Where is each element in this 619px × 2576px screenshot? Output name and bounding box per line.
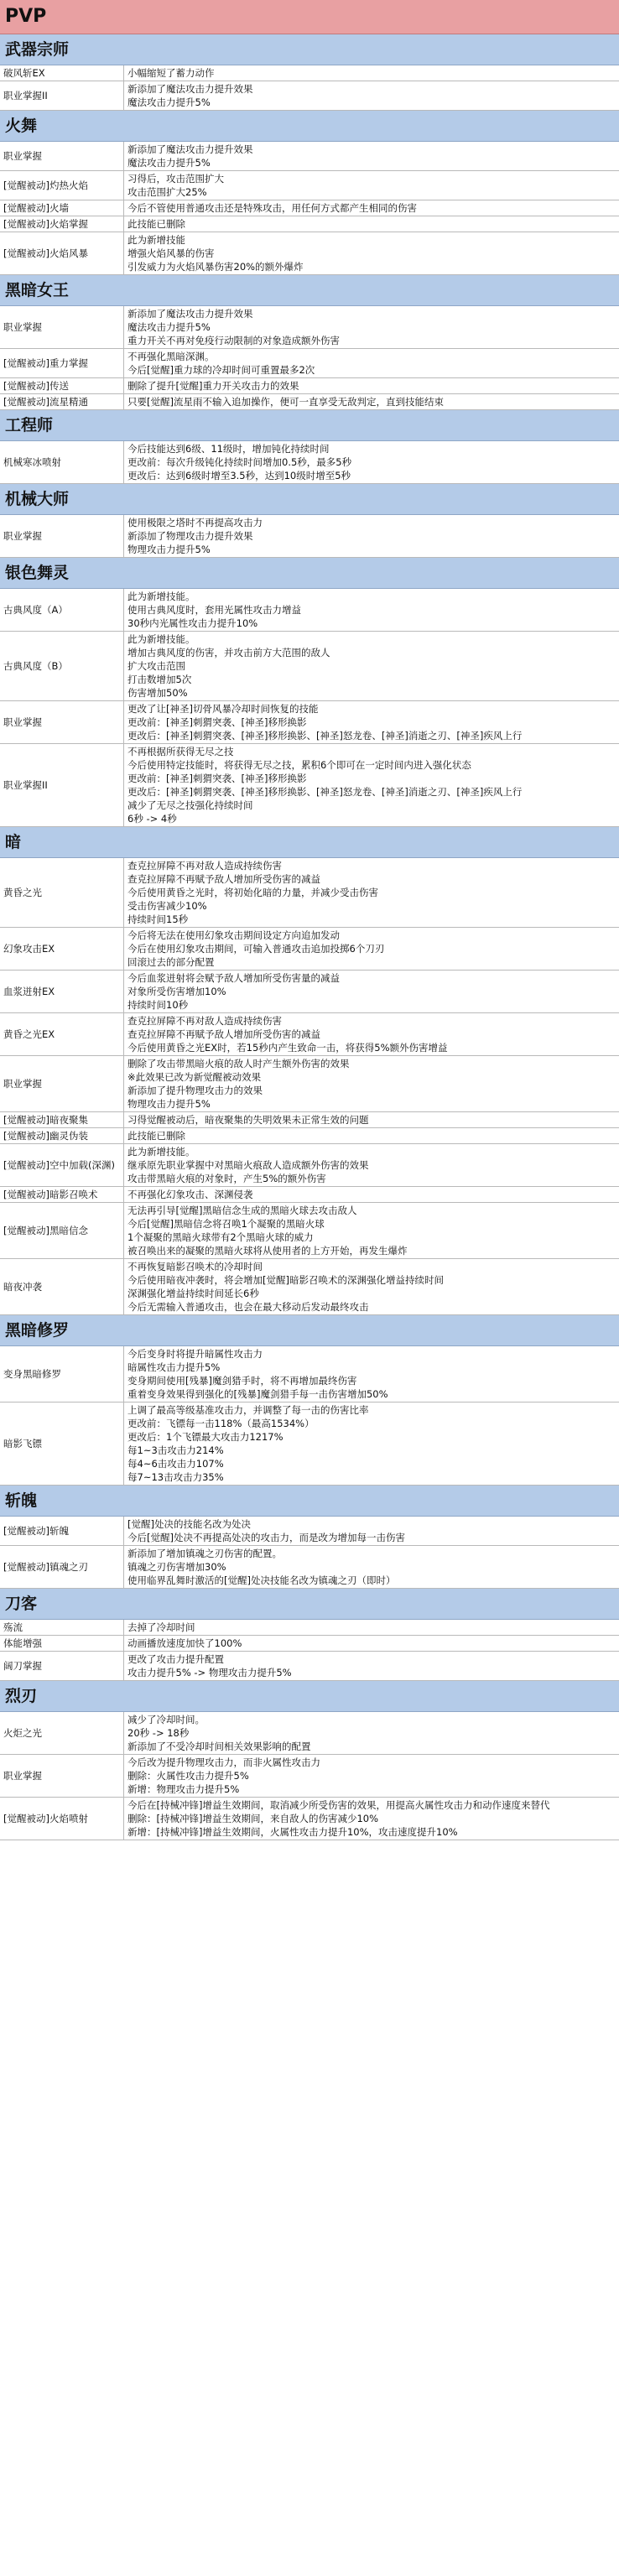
section-header: 工程师 <box>0 410 619 441</box>
description-line: 更改前：每次升级钝化持续时间增加0.5秒，最多5秒 <box>127 456 352 468</box>
skill-name: [觉醒被动]暗夜聚集 <box>0 1112 124 1127</box>
description-line: 此为新增技能。 <box>127 591 195 602</box>
skill-name: 阔刀掌握 <box>0 1652 124 1680</box>
description-line: 攻击力提升5% -> 物理攻击力提升5% <box>127 1667 292 1678</box>
skill-description <box>124 701 619 743</box>
description-line: 查克拉屏障不再赋予敌人增加所受伤害的减益 <box>127 873 320 885</box>
description-line: 只要[觉醒]流星雨不输入追加操作，便可一直享受无敌判定，直到技能结束 <box>127 396 444 408</box>
description-line: 今后使用特定技能时，将获得无尽之技，累积6个即可在一定时间内进入强化状态 <box>127 759 471 771</box>
table-row <box>0 171 619 200</box>
skill-name: 黄昏之光EX <box>0 1013 124 1055</box>
section-header: 刀客 <box>0 1589 619 1620</box>
table-row <box>0 81 619 111</box>
skill-name: 职业掌握 <box>0 515 124 557</box>
description-line: 受击伤害减少10% <box>127 900 207 912</box>
skill-name: 体能增强 <box>0 1636 124 1651</box>
table-row <box>0 858 619 928</box>
description-line: 此技能已删除 <box>127 1130 185 1142</box>
description-line: 新添加了增加镇魂之刃伤害的配置。 <box>127 1548 282 1559</box>
description-line: 持续时间10秒 <box>127 999 189 1011</box>
description-line: 引发威力为火焰风暴伤害20%的额外爆炸 <box>127 261 304 273</box>
description-line: 伤害增加50% <box>127 687 188 699</box>
description-line: 删除了提升[觉醒]重力开关攻击力的效果 <box>127 380 299 392</box>
section-header: 机械大师 <box>0 484 619 515</box>
skill-description <box>124 378 619 393</box>
skill-name: [觉醒被动]黑暗信念 <box>0 1203 124 1258</box>
skill-description <box>124 1755 619 1797</box>
description-line: 20秒 -> 18秒 <box>127 1727 190 1739</box>
skill-description <box>124 306 619 348</box>
skill-description <box>124 1144 619 1186</box>
section-header: 银色舞灵 <box>0 558 619 589</box>
skill-description <box>124 171 619 200</box>
description-line: 更改后：[神圣]刺猬突袭、[神圣]移形换影、[神圣]怒龙卷、[神圣]消逝之刃、[神圣]疾风上行 <box>127 730 523 742</box>
skill-name: [觉醒被动]火焰风暴 <box>0 232 124 274</box>
table-row <box>0 1712 619 1755</box>
description-line: 使用古典风度时，套用光属性攻击力增益 <box>127 604 301 616</box>
skill-name: 职业掌握II <box>0 744 124 826</box>
description-line: 今后使用暗夜冲袭时，将会增加[觉醒]暗影召唤术的深渊强化增益持续时间 <box>127 1274 444 1286</box>
table-row <box>0 1056 619 1112</box>
skill-name: 变身黑暗修罗 <box>0 1346 124 1402</box>
description-line: 持续时间15秒 <box>127 913 189 925</box>
description-line: 习得觉醒被动后，暗夜聚集的失明效果未正常生效的问题 <box>127 1114 369 1126</box>
skill-name: [觉醒被动]暗影召唤术 <box>0 1187 124 1202</box>
table-row <box>0 1517 619 1546</box>
description-line: 更改后：[神圣]刺猬突袭、[神圣]移形换影、[神圣]怒龙卷、[神圣]消逝之刃、[神圣]疾风上行 <box>127 786 523 798</box>
table-row <box>0 1755 619 1798</box>
skill-description <box>124 744 619 826</box>
skill-description <box>124 1546 619 1588</box>
table-row <box>0 378 619 394</box>
description-line: 重力开关不再对免疫行动限制的对象造成额外伤害 <box>127 335 340 346</box>
description-line: 不再恢复暗影召唤术的冷却时间 <box>127 1261 263 1272</box>
skill-name: 职业掌握 <box>0 142 124 170</box>
description-line: 物理攻击力提升5% <box>127 1098 211 1110</box>
skill-name: 职业掌握 <box>0 701 124 743</box>
description-line: 1个凝聚的黑暗火球带有2个黑暗火球的威力 <box>127 1231 314 1243</box>
description-line: 此技能已删除 <box>127 218 185 230</box>
skill-name: 暗夜冲袭 <box>0 1259 124 1314</box>
skill-description <box>124 1128 619 1143</box>
description-line: 更改前：[神圣]刺猬突袭、[神圣]移形换影 <box>127 716 307 728</box>
skill-name: [觉醒被动]传送 <box>0 378 124 393</box>
description-line: 镇魂之刃伤害增加30% <box>127 1561 226 1573</box>
description-line: [觉醒]处决的技能名改为处决 <box>127 1518 251 1530</box>
table-row <box>0 589 619 632</box>
skill-description <box>124 1712 619 1754</box>
description-line: 今后无需输入普通攻击，也会在最大移动后发动最终攻击 <box>127 1301 369 1313</box>
section-header: 武器宗师 <box>0 34 619 65</box>
description-line: 动画播放速度加快了100% <box>127 1637 242 1649</box>
description-line: 查克拉屏障不再赋予敌人增加所受伤害的减益 <box>127 1028 320 1040</box>
description-line: 上调了最高等级基准攻击力，并调整了每一击的伤害比率 <box>127 1404 369 1416</box>
description-line: 不再根据所获得无尽之技 <box>127 746 234 757</box>
description-line: 增加古典风度的伤害，并攻击前方大范围的敌人 <box>127 647 330 658</box>
description-line: 查克拉屏障不再对敌人造成持续伤害 <box>127 860 282 872</box>
skill-description <box>124 441 619 483</box>
description-line: 删除：[持械冲锋]增益生效期间，来自敌人的伤害减少10% <box>127 1813 379 1824</box>
description-line: 今后使用黄昏之光时，将初始化暗的力量，并减少受击伤害 <box>127 887 378 898</box>
description-line: 新添加了物理攻击力提升效果 <box>127 530 253 542</box>
description-line: 物理攻击力提升5% <box>127 544 211 555</box>
description-line: 今后使用黄昏之光EX时，若15秒内产生致命一击，将获得5%额外伤害增益 <box>127 1042 448 1054</box>
description-line: 魔法攻击力提升5% <box>127 96 211 108</box>
description-line: 30秒内光属性攻击力提升10% <box>127 617 258 629</box>
description-line: 新添加了魔法攻击力提升效果 <box>127 83 253 95</box>
table-row <box>0 1259 619 1315</box>
description-line: 今后将无法在使用幻象攻击期间设定方向追加发动 <box>127 929 340 941</box>
skill-name: 火炬之光 <box>0 1712 124 1754</box>
table-row <box>0 1203 619 1259</box>
skill-name: [觉醒被动]灼热火焰 <box>0 171 124 200</box>
table-row <box>0 928 619 971</box>
table-row <box>0 1128 619 1144</box>
skill-name: [觉醒被动]镇魂之刃 <box>0 1546 124 1588</box>
skill-description <box>124 515 619 557</box>
skill-name: 机械寒冰喷射 <box>0 441 124 483</box>
skill-name: [觉醒被动]火焰掌握 <box>0 216 124 232</box>
description-line: 今后技能达到6级、11级时，增加钝化持续时间 <box>127 443 330 455</box>
description-line: 新添加了魔法攻击力提升效果 <box>127 308 253 320</box>
skill-name: 幻象攻击EX <box>0 928 124 970</box>
skill-description <box>124 1346 619 1402</box>
skill-description <box>124 216 619 232</box>
skill-name: 职业掌握 <box>0 1755 124 1797</box>
skill-description <box>124 632 619 700</box>
skill-name: 暗影飞镖 <box>0 1402 124 1485</box>
skill-description <box>124 1056 619 1111</box>
description-line: 删除：火属性攻击力提升5% <box>127 1770 249 1782</box>
skill-description <box>124 142 619 170</box>
skill-description <box>124 1517 619 1545</box>
description-line: 今后改为提升物理攻击力，而非火属性攻击力 <box>127 1756 320 1768</box>
section-header: 黑暗修罗 <box>0 1315 619 1346</box>
table-row <box>0 1112 619 1128</box>
table-row <box>0 65 619 81</box>
description-line: 查克拉屏障不再对敌人造成持续伤害 <box>127 1015 282 1027</box>
skill-description <box>124 232 619 274</box>
table-row <box>0 1144 619 1187</box>
table-row <box>0 1546 619 1589</box>
description-line: 每4~6击攻击力107% <box>127 1458 224 1470</box>
table-row <box>0 349 619 378</box>
skill-name: [觉醒被动]斩魄 <box>0 1517 124 1545</box>
table-row <box>0 306 619 349</box>
skill-name: 职业掌握 <box>0 1056 124 1111</box>
skill-name: [觉醒被动]空中加载(深渊) <box>0 1144 124 1186</box>
skill-description <box>124 1013 619 1055</box>
description-line: 无法再引导[觉醒]黑暗信念生成的黑暗火球去攻击敌人 <box>127 1205 357 1216</box>
section-header: 火舞 <box>0 111 619 142</box>
description-line: 删除了攻击带黑暗火痕的敌人时产生额外伤害的效果 <box>127 1058 350 1069</box>
description-line: 今后在使用幻象攻击期间，可输入普通攻击追加投掷6个刀刃 <box>127 943 385 955</box>
table-row <box>0 232 619 275</box>
table-row <box>0 142 619 171</box>
skill-description <box>124 1652 619 1680</box>
description-line: 更改前：[神圣]刺猬突袭、[神圣]移形换影 <box>127 773 307 784</box>
description-line: 深渊强化增益持续时间延长6秒 <box>127 1288 259 1299</box>
skill-name: [觉醒被动]重力掌握 <box>0 349 124 377</box>
skill-name: [觉醒被动]火焰喷射 <box>0 1798 124 1840</box>
description-line: 不再强化幻象攻击、深渊侵袭 <box>127 1189 253 1200</box>
description-line: 此为新增技能。 <box>127 633 195 645</box>
skill-description <box>124 928 619 970</box>
table-row <box>0 1346 619 1402</box>
description-line: 对象所受伤害增加10% <box>127 986 226 997</box>
skill-name: 血浆迸射EX <box>0 971 124 1012</box>
skill-name: 职业掌握II <box>0 81 124 110</box>
description-line: 今后[觉醒]处决不再提高处决的攻击力，而是改为增加每一击伤害 <box>127 1532 405 1543</box>
description-line: 更改了让[神圣]切骨风暴冷却时间恢复的技能 <box>127 703 319 715</box>
description-line: 打击数增加5次 <box>127 674 192 685</box>
description-line: 今后在[持械冲锋]增益生效期间，取消减少所受伤害的效果，用提高火属性攻击力和动作速度来替代 <box>127 1799 550 1811</box>
page-title: PVP <box>0 0 619 34</box>
description-line: 今后[觉醒]重力球的冷却时间可重置最多2次 <box>127 364 315 376</box>
skill-name: 黄昏之光 <box>0 858 124 927</box>
skill-description <box>124 1112 619 1127</box>
description-line: 重着变身效果得到强化的[残暴]魔剑猎手每一击伤害增加50% <box>127 1388 388 1400</box>
description-line: 6秒 -> 4秒 <box>127 813 177 825</box>
skill-description <box>124 81 619 110</box>
description-line: 新添加了魔法攻击力提升效果 <box>127 143 253 155</box>
skill-name: 古典风度（A） <box>0 589 124 631</box>
description-line: 今后不管使用普通攻击还是特殊攻击，用任何方式都产生相同的伤害 <box>127 202 417 214</box>
skill-description <box>124 1620 619 1635</box>
table-row <box>0 394 619 410</box>
description-line: 魔法攻击力提升5% <box>127 321 211 333</box>
skill-description <box>124 1798 619 1840</box>
table-row <box>0 971 619 1013</box>
description-line: 使用临界乱舞时激活的[觉醒]处决技能名改为镇魂之刃（即时） <box>127 1574 396 1586</box>
description-line: 攻击带黑暗火痕的对象时，产生5%的额外伤害 <box>127 1173 326 1184</box>
description-line: 小幅缩短了蓄力动作 <box>127 67 215 79</box>
skill-description <box>124 971 619 1012</box>
description-line: ※此效果已改为新觉醒被动效果 <box>127 1071 262 1083</box>
table-row <box>0 1636 619 1652</box>
skill-name: [觉醒被动]幽灵伪装 <box>0 1128 124 1143</box>
description-line: 被召唤出来的凝聚的黑暗火球将从使用者的上方开始，再发生爆炸 <box>127 1245 408 1257</box>
description-line: 减少了冷却时间。 <box>127 1714 205 1725</box>
skill-name: 殇流 <box>0 1620 124 1635</box>
table-row <box>0 701 619 744</box>
description-line: 新添加了提升物理攻击力的效果 <box>127 1085 263 1096</box>
skill-description <box>124 1636 619 1651</box>
description-line: 增强火焰风暴的伤害 <box>127 247 215 259</box>
description-line: 习得后，攻击范围扩大 <box>127 173 224 185</box>
description-line: 此为新增技能。 <box>127 1146 195 1158</box>
description-line: 更改后：达到6级时增至3.5秒，达到10级时增至5秒 <box>127 470 351 481</box>
table-row <box>0 1402 619 1486</box>
table-row <box>0 441 619 484</box>
skill-description <box>124 394 619 409</box>
description-line: 今后变身时将提升暗属性攻击力 <box>127 1348 263 1360</box>
table-row <box>0 1620 619 1636</box>
description-line: 减少了无尽之技强化持续时间 <box>127 799 253 811</box>
table-row <box>0 1798 619 1840</box>
skill-name: [觉醒被动]火墙 <box>0 200 124 216</box>
section-header: 暗 <box>0 827 619 858</box>
description-line: 暗属性攻击力提升5% <box>127 1361 221 1373</box>
description-line: 更改前：飞镖每一击118%（最高1534%） <box>127 1418 315 1429</box>
description-line: 更改后：1个飞镖最大攻击力1217% <box>127 1431 283 1443</box>
section-header: 斩魄 <box>0 1486 619 1517</box>
skill-description <box>124 65 619 81</box>
description-line: 继承原先职业掌握中对黑暗火痕敌人造成额外伤害的效果 <box>127 1159 369 1171</box>
description-line: 今后血浆迸射将会赋予敌人增加所受伤害量的减益 <box>127 972 340 984</box>
description-line: 每1~3击攻击力214% <box>127 1444 224 1456</box>
description-line: 新增：物理攻击力提升5% <box>127 1783 240 1795</box>
description-line: 回滚过去的部分配置 <box>127 956 215 968</box>
skill-description <box>124 1402 619 1485</box>
table-row <box>0 200 619 216</box>
skill-name: 职业掌握 <box>0 306 124 348</box>
skill-name: 古典风度（B） <box>0 632 124 700</box>
table-row <box>0 744 619 827</box>
description-line: 去掉了冷却时间 <box>127 1621 195 1633</box>
description-line: 变身期间使用[残暴]魔剑猎手时，将不再增加最终伤害 <box>127 1375 357 1387</box>
section-header: 黑暗女王 <box>0 275 619 306</box>
table-row <box>0 632 619 701</box>
skill-name: [觉醒被动]流星精通 <box>0 394 124 409</box>
table-row <box>0 515 619 558</box>
table-row <box>0 1013 619 1056</box>
description-line: 扩大攻击范围 <box>127 660 185 672</box>
table-row <box>0 1187 619 1203</box>
skill-description <box>124 349 619 377</box>
skill-description <box>124 1187 619 1202</box>
description-line: 每7~13击攻击力35% <box>127 1471 224 1483</box>
skill-description <box>124 589 619 631</box>
table-row <box>0 216 619 232</box>
skill-description <box>124 200 619 216</box>
description-line: 更改了攻击力提升配置 <box>127 1653 224 1665</box>
description-line: 新增：[持械冲锋]增益生效期间，火属性攻击力提升10%，攻击速度提升10% <box>127 1826 458 1838</box>
skill-description <box>124 1203 619 1258</box>
description-line: 攻击范围扩大25% <box>127 186 207 198</box>
description-line: 魔法攻击力提升5% <box>127 157 211 169</box>
skill-description <box>124 858 619 927</box>
description-line: 此为新增技能 <box>127 234 185 246</box>
table-row <box>0 1652 619 1681</box>
skill-name: 破风斩EX <box>0 65 124 81</box>
section-header: 烈刃 <box>0 1681 619 1712</box>
skill-description <box>124 1259 619 1314</box>
description-line: 今后[觉醒]黑暗信念将召唤1个凝聚的黑暗火球 <box>127 1218 325 1230</box>
content <box>0 34 619 1840</box>
description-line: 不再强化黑暗深渊。 <box>127 351 215 362</box>
description-line: 使用极限之塔时不再提高攻击力 <box>127 517 263 528</box>
description-line: 新添加了不受冷却时间相关效果影响的配置 <box>127 1741 311 1752</box>
